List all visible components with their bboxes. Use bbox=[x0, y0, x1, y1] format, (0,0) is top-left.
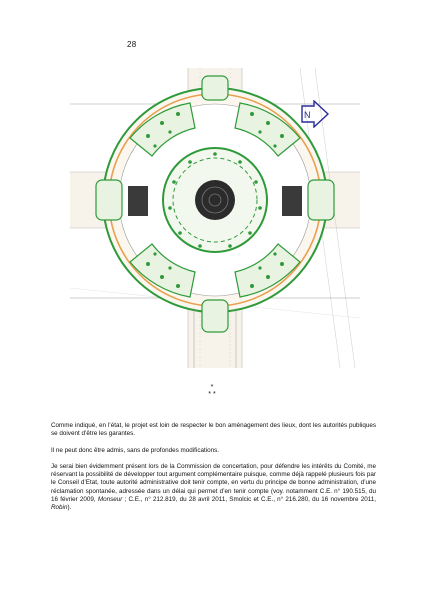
body-text bbox=[51, 422, 376, 513]
paragraph-3-part-a: Je serai bien évidemment présent lors de la Commission de concertation, pour défendre les intérêts du Comité, me réservant la possibilité de développer tout argument complémentaire puisque, comme déjà rappelé plusieurs fois par le Conseil d’Etat, toute autorité administrative doit tenir compte, en vertu du principe de bonne administration, d’une réclamation spontanée, adressée dans un délai qui permet d’en tenir compte (voy. notamment C.E. n° 190.515, du 16 février 2009, bbox=[51, 462, 376, 504]
paragraph-1: Comme indiqué, en l’état, le projet est loin de respecter le bon aménagement des lieux, dont les autorités publiques se doivent d’être les garantes. bbox=[51, 422, 376, 438]
paragraph-3 bbox=[51, 463, 376, 513]
paragraph-3-part-b: ; C.E., n° 212.819, du 28 avril 2011, Smolcic et C.E., n° 216.280, du 16 novembre 2011, bbox=[122, 496, 376, 504]
separator-top: * bbox=[210, 384, 214, 391]
page-number: 28 bbox=[127, 40, 137, 49]
north-arrow-icon bbox=[300, 100, 330, 128]
section-separator bbox=[200, 384, 224, 398]
separator-bottom: * * bbox=[208, 391, 216, 398]
case-name-robin: Robin bbox=[51, 504, 68, 512]
paragraph-3-part-c: ). bbox=[67, 504, 72, 512]
svg-text:N: N bbox=[304, 110, 311, 120]
case-name-monseur: Monseur bbox=[97, 496, 123, 504]
paragraph-2: Il ne peut donc être admis, sans de profondes modifications. bbox=[51, 446, 220, 454]
